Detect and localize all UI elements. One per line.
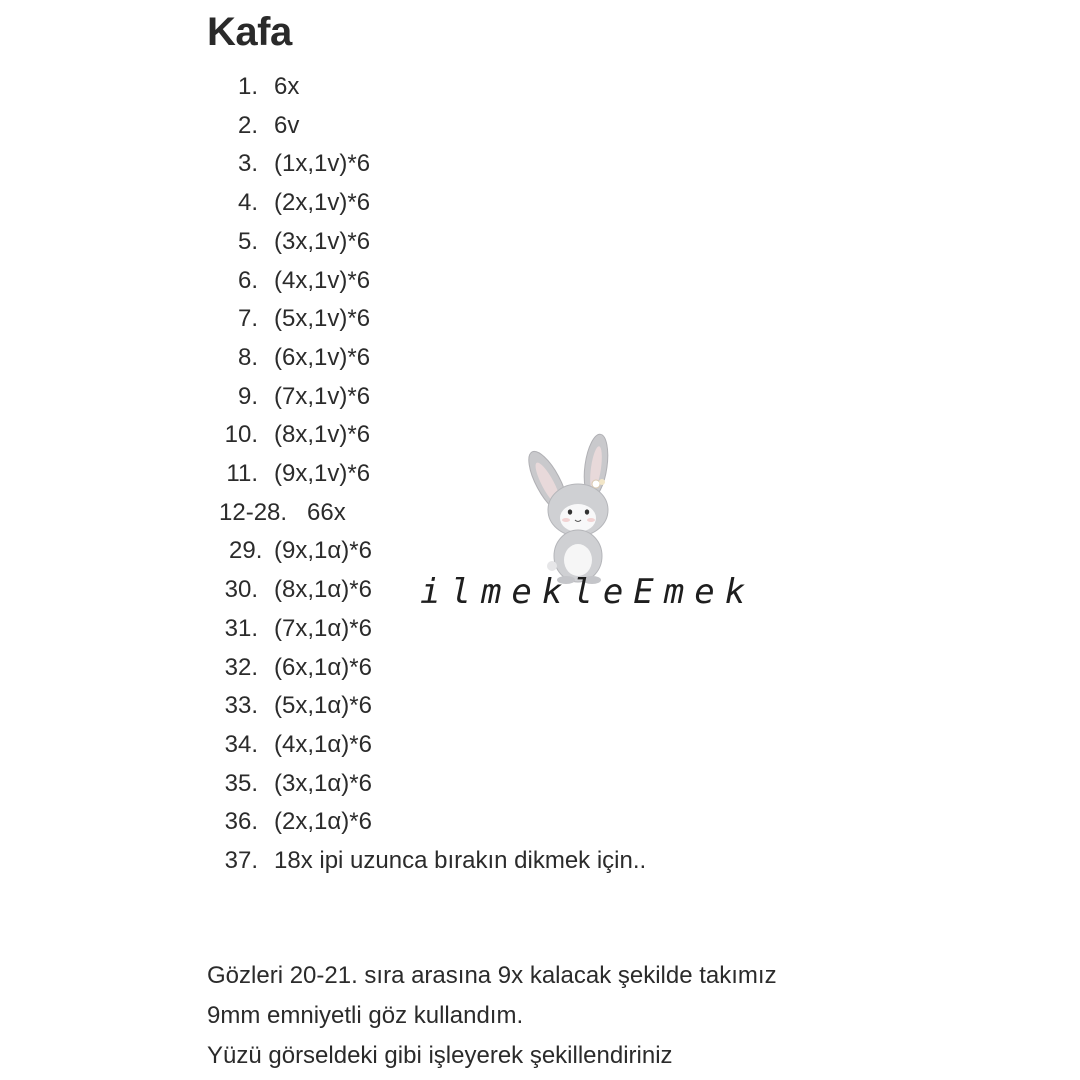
row-instruction: 6x [274, 73, 300, 100]
row-instruction: 66x [307, 499, 346, 526]
row-instruction: (5x,1v)*6 [274, 305, 371, 332]
list-item [0, 223, 1080, 261]
page-title: Kafa [207, 10, 292, 54]
row-number: 9. [237, 383, 258, 410]
list-item [0, 842, 1080, 880]
list-item [0, 68, 1080, 106]
row-instruction: (3x,1α)*6 [274, 770, 372, 797]
row-number: 32. [224, 654, 258, 681]
list-item [0, 726, 1080, 764]
note-line: 9mm emniyetli göz kullandım. [207, 1002, 524, 1029]
list-item [0, 339, 1080, 377]
row-number: 2. [237, 112, 258, 139]
row-number: 8. [237, 344, 258, 371]
instructions-notes [207, 956, 777, 1076]
row-instruction: 18x ipi uzunca bırakın dikmek için.. [274, 847, 647, 874]
row-instruction: (2x,1α)*6 [274, 808, 372, 835]
row-number: 10. [224, 421, 258, 448]
row-instruction: (5x,1α)*6 [274, 692, 372, 719]
row-number: 4. [237, 189, 258, 216]
list-item [0, 184, 1080, 222]
row-instruction: (4x,1v)*6 [274, 267, 371, 294]
row-number: 29. [229, 537, 263, 564]
row-number: 36. [224, 808, 258, 835]
list-item [0, 262, 1080, 300]
list-item [0, 107, 1080, 145]
row-instruction: (8x,1α)*6 [274, 576, 372, 603]
row-number: 37. [224, 847, 258, 874]
row-number: 12-28. [219, 499, 288, 526]
list-item [0, 378, 1080, 416]
row-number: 31. [224, 615, 258, 642]
row-instruction: 6v [274, 112, 300, 139]
note-line: Gözleri 20-21. sıra arasına 9x kalacak şekilde takımız [207, 962, 777, 989]
row-number: 35. [224, 770, 258, 797]
row-number: 3. [237, 150, 258, 177]
list-item [0, 300, 1080, 338]
row-instruction: (7x,1v)*6 [274, 383, 371, 410]
row-instruction: (2x,1v)*6 [274, 189, 371, 216]
row-number: 5. [237, 228, 258, 255]
watermark-text: ilmekleEmek [420, 572, 756, 612]
row-number: 6. [237, 267, 258, 294]
row-instruction: (8x,1v)*6 [274, 421, 371, 448]
row-instruction: (4x,1α)*6 [274, 731, 372, 758]
row-instruction: (6x,1v)*6 [274, 344, 371, 371]
list-item [0, 145, 1080, 183]
row-instruction: (1x,1v)*6 [274, 150, 371, 177]
list-item [0, 803, 1080, 841]
list-item [0, 765, 1080, 803]
row-instruction: (6x,1α)*6 [274, 654, 372, 681]
row-number: 34. [224, 731, 258, 758]
list-item [0, 687, 1080, 725]
list-item [0, 649, 1080, 687]
row-number: 11. [226, 460, 258, 487]
row-instruction: (9x,1v)*6 [274, 460, 371, 487]
row-number: 1. [237, 73, 258, 100]
row-instruction: (3x,1v)*6 [274, 228, 371, 255]
row-instruction: (9x,1α)*6 [274, 537, 372, 564]
row-number: 30. [224, 576, 258, 603]
row-number: 33. [224, 692, 258, 719]
row-number: 7. [237, 305, 258, 332]
note-line: Yüzü görseldeki gibi işleyerek şekillendiriniz [207, 1042, 673, 1069]
row-instruction: (7x,1α)*6 [274, 615, 372, 642]
